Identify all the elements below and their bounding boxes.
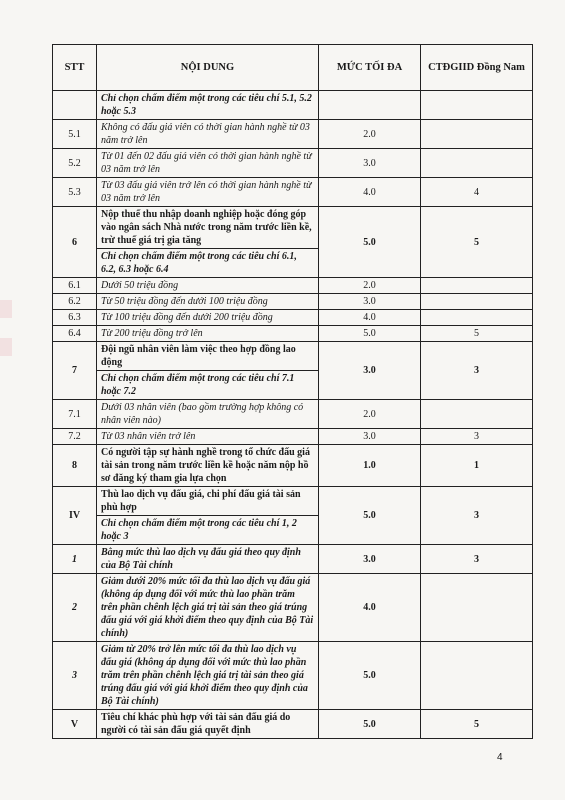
row-council-score: 5: [421, 207, 533, 278]
table-row: [53, 120, 533, 149]
row-stt: 7.2: [53, 429, 97, 445]
table-row: [53, 445, 533, 487]
row-max-score: 3.0: [319, 149, 421, 178]
criterion-text: Thù lao dịch vụ đấu giá, chi phí đấu giá tài sản phù hợp: [101, 489, 301, 513]
table-row: [53, 642, 533, 710]
table-row: [53, 400, 533, 429]
row-content: [97, 445, 319, 487]
row-stt: 8: [53, 445, 97, 487]
row-content: [97, 342, 319, 400]
row-max-score: 3.0: [319, 342, 421, 400]
row-content: [97, 574, 319, 642]
row-council-score: [421, 278, 533, 294]
row-council-score: [421, 310, 533, 326]
row-content: [97, 207, 319, 278]
table-row: [53, 545, 533, 574]
row-max-score: 5.0: [319, 487, 421, 545]
row-max-score: 3.0: [319, 545, 421, 574]
row-stt: 2: [53, 574, 97, 642]
row-content: [97, 120, 319, 149]
row-content: [97, 278, 319, 294]
criterion-text: Từ 100 triệu đồng đến dưới 200 triệu đồng: [101, 312, 273, 323]
table-row: [53, 91, 533, 120]
table-row: [53, 342, 533, 400]
row-content: [97, 310, 319, 326]
row-stt: 1: [53, 545, 97, 574]
row-stt: IV: [53, 487, 97, 545]
row-content: [97, 91, 319, 120]
criterion-text: Bằng mức thù lao dịch vụ đấu giá theo quy định của Bộ Tài chính: [101, 547, 301, 571]
row-content: [97, 642, 319, 710]
row-content: [97, 294, 319, 310]
row-stt: 5.2: [53, 149, 97, 178]
table-body: [53, 91, 533, 739]
row-council-score: 5: [421, 326, 533, 342]
row-stt: [53, 91, 97, 120]
header-max: MỨC TỐI ĐA: [319, 45, 421, 91]
row-stt: 5.3: [53, 178, 97, 207]
row-stt: V: [53, 710, 97, 739]
table-row: [53, 207, 533, 278]
row-max-score: 1.0: [319, 445, 421, 487]
table-row: [53, 294, 533, 310]
row-stt: 6.4: [53, 326, 97, 342]
table-header-row: [53, 45, 533, 91]
header-stt: STT: [53, 45, 97, 91]
criterion-text: Dưới 03 nhân viên (bao gồm trường hợp không có nhân viên nào): [101, 402, 304, 426]
row-stt: 7: [53, 342, 97, 400]
criterion-text: Từ 03 nhân viên trở lên: [101, 431, 196, 442]
row-max-score: 5.0: [319, 710, 421, 739]
row-max-score: 2.0: [319, 278, 421, 294]
criterion-text: Giảm dưới 20% mức tối đa thù lao dịch vụ đấu giá (không áp dụng đối với mức thù lao phần trăm trên phần chênh lệch giá trị tài sản theo giá trúng đấu giá với giá khởi điểm theo quy định của Bộ Tài chính): [101, 576, 314, 639]
row-max-score: 4.0: [319, 310, 421, 326]
row-content: [97, 710, 319, 739]
row-stt: 6.1: [53, 278, 97, 294]
row-council-score: [421, 91, 533, 120]
row-council-score: [421, 294, 533, 310]
table-row: [53, 429, 533, 445]
criterion-text: Đội ngũ nhân viên làm việc theo hợp đồng lao động: [101, 344, 296, 368]
table-row: [53, 149, 533, 178]
table-row: [53, 178, 533, 207]
criterion-text: Giảm từ 20% trở lên mức tối đa thù lao dịch vụ đấu giá (không áp dụng đối với mức thù lao phần trăm trên phần chênh lệch giá trị tài sản theo giá trúng đấu giá với giá khởi điểm theo quy định của Bộ Tài chính): [101, 644, 308, 707]
row-max-score: 3.0: [319, 294, 421, 310]
page-number: 4: [497, 752, 503, 763]
row-council-score: 3: [421, 342, 533, 400]
row-content: [97, 400, 319, 429]
table-row: [53, 710, 533, 739]
header-content: NỘI DUNG: [97, 45, 319, 91]
row-stt: 5.1: [53, 120, 97, 149]
row-council-score: 3: [421, 545, 533, 574]
row-max-score: 2.0: [319, 400, 421, 429]
criterion-text: Từ 01 đến 02 đấu giá viên có thời gian hành nghề từ 03 năm trở lên: [101, 151, 312, 175]
row-council-score: [421, 642, 533, 710]
row-max-score: 4.0: [319, 574, 421, 642]
row-max-score: 3.0: [319, 429, 421, 445]
row-council-score: 1: [421, 445, 533, 487]
table-row: [53, 278, 533, 294]
row-council-score: [421, 149, 533, 178]
row-content: [97, 178, 319, 207]
stamp-edge-mark: [0, 300, 12, 318]
criterion-text: Nộp thuế thu nhập doanh nghiệp hoặc đóng góp vào ngân sách Nhà nước trong năm trước liền kề, trừ thuế giá trị gia tăng: [101, 209, 312, 246]
table-row: [53, 310, 533, 326]
header-council: CTĐGIID Đồng Nam: [421, 45, 533, 91]
row-content: [97, 326, 319, 342]
row-max-score: 5.0: [319, 326, 421, 342]
table-row: [53, 487, 533, 545]
criterion-note: Chỉ chọn chấm điểm một trong các tiêu chí 7.1 hoặc 7.2: [97, 370, 318, 399]
row-stt: 6.3: [53, 310, 97, 326]
row-content: [97, 487, 319, 545]
stamp-edge-mark: [0, 338, 12, 356]
row-max-score: 4.0: [319, 178, 421, 207]
criterion-note: Chỉ chọn chấm điểm một trong các tiêu chí 1, 2 hoặc 3: [97, 515, 318, 544]
row-council-score: [421, 400, 533, 429]
row-content: [97, 149, 319, 178]
table-row: [53, 326, 533, 342]
criterion-text: Không có đấu giá viên có thời gian hành nghề từ 03 năm trở lên: [101, 122, 310, 146]
row-council-score: 3: [421, 429, 533, 445]
criterion-text: Từ 50 triệu đồng đến dưới 100 triệu đồng: [101, 296, 268, 307]
row-content: [97, 545, 319, 574]
criterion-text: Chỉ chọn chấm điểm một trong các tiêu chí 5.1, 5.2 hoặc 5.3: [101, 93, 312, 117]
row-stt: 6: [53, 207, 97, 278]
row-max-score: 2.0: [319, 120, 421, 149]
row-council-score: [421, 120, 533, 149]
row-max-score: [319, 91, 421, 120]
criterion-text: Từ 03 đấu giá viên trở lên có thời gian hành nghề từ 03 năm trở lên: [101, 180, 312, 204]
row-max-score: 5.0: [319, 207, 421, 278]
row-content: [97, 429, 319, 445]
criterion-text: Từ 200 triệu đồng trở lên: [101, 328, 203, 339]
row-stt: 7.1: [53, 400, 97, 429]
table-row: [53, 574, 533, 642]
row-council-score: 3: [421, 487, 533, 545]
criterion-text: Có người tập sự hành nghề trong tổ chức đấu giá tài sản trong năm trước liền kề hoặc năm nộp hồ sơ đăng ký tham gia lựa chọn: [101, 447, 310, 484]
row-stt: 6.2: [53, 294, 97, 310]
row-stt: 3: [53, 642, 97, 710]
row-council-score: 4: [421, 178, 533, 207]
row-max-score: 5.0: [319, 642, 421, 710]
criterion-note: Chỉ chọn chấm điểm một trong các tiêu chí 6.1, 6.2, 6.3 hoặc 6.4: [97, 248, 318, 277]
criterion-text: Dưới 50 triệu đồng: [101, 280, 179, 291]
row-council-score: 5: [421, 710, 533, 739]
criteria-table: [52, 44, 533, 739]
row-council-score: [421, 574, 533, 642]
criterion-text: Tiêu chí khác phù hợp với tài sản đấu giá do người có tài sản đấu giá quyết định: [101, 712, 291, 736]
